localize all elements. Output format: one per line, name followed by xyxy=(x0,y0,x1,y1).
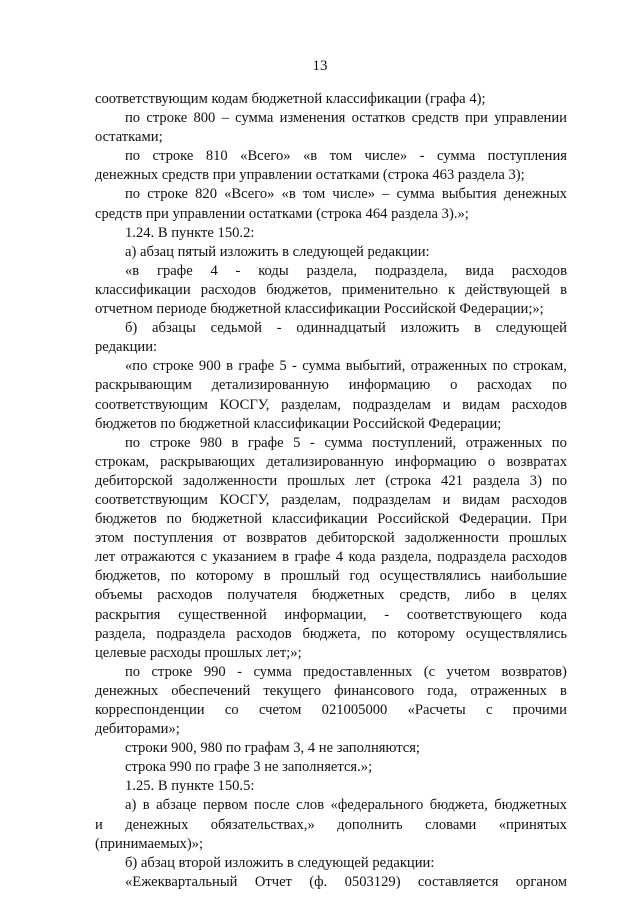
text-line xyxy=(95,185,567,204)
word: отражаются xyxy=(120,549,196,566)
word: Федерации. xyxy=(458,511,532,528)
word: раскрытия xyxy=(95,606,161,623)
word: - xyxy=(276,320,282,337)
word: том xyxy=(302,186,326,203)
word: бюджетов, xyxy=(266,281,332,298)
word: по xyxy=(166,511,182,528)
word: (с xyxy=(423,663,436,680)
word: 900 xyxy=(198,358,221,375)
word: дебиторской xyxy=(316,530,395,547)
text-line xyxy=(95,816,567,835)
word: раздела, xyxy=(381,549,432,566)
word: отраженных xyxy=(410,358,488,375)
word: (ф. xyxy=(309,873,328,890)
word: которому xyxy=(397,625,456,642)
word: в xyxy=(231,434,239,451)
word: графе xyxy=(247,434,284,451)
word: кода xyxy=(348,549,376,566)
word: КОСГУ, xyxy=(219,491,270,508)
text-line: редакции: xyxy=(95,339,158,356)
word: строке xyxy=(151,663,193,680)
word: - xyxy=(237,663,243,680)
word: по xyxy=(125,434,141,451)
word: «Расчеты xyxy=(407,702,466,718)
word: осуществлялись xyxy=(465,625,567,642)
word: по xyxy=(125,148,141,165)
word: сумма xyxy=(436,148,476,165)
word: информации, xyxy=(284,606,367,623)
word: информацию xyxy=(348,377,431,394)
word: 810 xyxy=(205,148,228,165)
word: раздела, xyxy=(95,625,146,642)
word: объемы xyxy=(95,587,143,604)
word: соответствующего xyxy=(406,606,523,623)
word: в xyxy=(282,549,290,566)
word: по xyxy=(371,625,387,642)
word: в xyxy=(474,320,481,337)
word: финансового xyxy=(334,682,415,699)
word: - xyxy=(384,606,390,623)
text-line xyxy=(95,510,567,529)
word: указанием xyxy=(212,549,277,566)
text-line xyxy=(95,663,567,682)
text-line xyxy=(95,701,567,720)
word: 4 xyxy=(335,549,344,566)
word: бюджетов, xyxy=(95,568,161,585)
word: расходах xyxy=(477,377,533,394)
word: расходов xyxy=(200,281,257,298)
word: абзаце xyxy=(156,797,197,814)
word: изменения xyxy=(279,110,346,127)
word: КОСГУ, xyxy=(219,396,270,413)
text-line: денежных средств при управлении остатками (строка 463 раздела 3); xyxy=(95,167,525,184)
word: прочими xyxy=(512,702,567,718)
word: 421 xyxy=(441,472,463,489)
word: изложить xyxy=(400,320,460,337)
word: 5 xyxy=(279,358,287,375)
word: 980 xyxy=(200,434,222,451)
word: соответствующим xyxy=(95,491,208,508)
text-line xyxy=(95,396,567,415)
word: – xyxy=(221,110,229,127)
word: детализированную xyxy=(266,453,384,470)
word: классификации xyxy=(95,281,191,298)
word: Отчет xyxy=(254,873,292,890)
word: - xyxy=(292,358,297,375)
word: сумма xyxy=(324,434,363,451)
word: действующей xyxy=(465,281,550,298)
word: строкам, xyxy=(95,453,149,470)
text-line xyxy=(95,109,567,128)
word: бюджетной xyxy=(191,511,263,528)
text-line xyxy=(95,262,567,281)
word: - xyxy=(235,262,241,279)
word: и xyxy=(442,491,451,508)
word: дополнить xyxy=(337,816,403,833)
word: числе» xyxy=(332,186,376,203)
word: после xyxy=(254,797,290,814)
word: «по xyxy=(125,358,148,375)
word: управлении xyxy=(494,110,567,127)
text-line xyxy=(95,796,567,815)
word: счетом xyxy=(258,702,302,718)
word: строке xyxy=(152,148,194,165)
text-line: (принимаемых)»; xyxy=(95,835,204,852)
word: остатков xyxy=(351,110,406,127)
word: подраздела xyxy=(437,549,507,566)
word: бюджета, xyxy=(429,797,488,814)
word: задолженности xyxy=(182,472,278,489)
word: получателя xyxy=(227,587,298,604)
word: бюджетных xyxy=(311,587,385,604)
word: предоставленных xyxy=(303,663,413,680)
word: дебиторской xyxy=(95,472,173,489)
word: денежных xyxy=(125,816,189,833)
word: выбытий, xyxy=(345,358,406,375)
text-line: целевые расходы прошлых лет;»; xyxy=(95,644,302,661)
word: прошлый xyxy=(280,568,340,585)
word: этом xyxy=(95,530,124,547)
word: к xyxy=(448,281,456,298)
text-line xyxy=(95,491,567,510)
word: видам xyxy=(462,396,500,413)
word: сумма xyxy=(396,186,435,203)
word: в xyxy=(560,281,567,298)
word: 4 xyxy=(210,262,218,279)
word: подраздела, xyxy=(374,262,448,279)
word: по xyxy=(551,377,567,394)
word: бюджетных xyxy=(494,797,567,814)
word: которому xyxy=(195,568,254,585)
word: 990 xyxy=(203,663,226,680)
word: денежных xyxy=(95,682,159,699)
text-line xyxy=(95,472,567,491)
word: возвратов xyxy=(246,530,307,547)
word: раскрывающим xyxy=(95,377,192,394)
text-line xyxy=(95,434,567,453)
word: (строка xyxy=(385,472,432,489)
word: средств xyxy=(411,110,459,127)
word: поступления xyxy=(133,530,213,547)
word: применительно xyxy=(341,281,438,298)
word: обязательствах,» xyxy=(210,816,315,833)
word: следующей xyxy=(495,320,567,337)
text-line xyxy=(95,567,567,586)
word: 800 xyxy=(193,110,216,127)
word: расходов xyxy=(236,625,292,642)
word: сумма xyxy=(235,110,274,127)
word: обеспечений xyxy=(171,682,251,699)
word: графе xyxy=(294,549,331,566)
word: соответствующим xyxy=(95,396,208,413)
word: абзацы xyxy=(152,320,196,337)
word: по xyxy=(170,568,186,585)
word: денежных xyxy=(503,186,567,203)
word: «федерального xyxy=(330,797,424,814)
word: При xyxy=(541,511,567,528)
word: прошлых xyxy=(508,530,567,547)
word: слов xyxy=(296,797,325,814)
word: бюджета, xyxy=(302,625,361,642)
text-line: средств при управлении остатками (строка 464 раздела 3).»; xyxy=(95,205,469,222)
word: «в xyxy=(281,186,296,203)
word: б) xyxy=(125,320,138,337)
word: поступлений, xyxy=(372,434,457,451)
word: по xyxy=(492,358,508,375)
text-line xyxy=(95,281,567,300)
word: расходов xyxy=(511,491,567,508)
word: лет xyxy=(355,472,376,489)
word: по xyxy=(125,110,141,127)
text-line xyxy=(95,606,567,625)
word: существенной xyxy=(178,606,267,623)
word: и xyxy=(442,396,451,413)
word: средств, xyxy=(399,587,451,604)
word: «Всего» xyxy=(240,148,291,165)
text-line xyxy=(95,147,567,166)
text-line xyxy=(95,682,567,701)
word: о xyxy=(450,377,458,394)
word: в xyxy=(142,797,150,814)
word: составляется xyxy=(417,873,499,890)
word: строке xyxy=(146,110,188,127)
word: «в xyxy=(302,148,318,165)
text-line xyxy=(95,319,567,338)
word: подразделам xyxy=(352,396,431,413)
word: седьмой xyxy=(210,320,262,337)
word: раздела, xyxy=(306,262,358,279)
word: расходов xyxy=(511,262,567,279)
text-line xyxy=(95,548,567,567)
word: графе xyxy=(156,262,193,279)
word: «в xyxy=(125,262,140,279)
word: по xyxy=(125,186,141,203)
word: сумма xyxy=(302,358,341,375)
word: строке xyxy=(147,186,189,203)
text-line xyxy=(95,529,567,548)
word: в xyxy=(509,587,517,604)
word: первом xyxy=(202,797,248,814)
word: либо xyxy=(465,587,495,604)
word: лет xyxy=(95,549,116,566)
word: словами xyxy=(425,816,477,833)
text-line: дебиторами»; xyxy=(95,721,180,738)
word: – xyxy=(382,186,390,203)
word: подраздела xyxy=(156,625,226,642)
word: в xyxy=(263,568,271,585)
word: - xyxy=(419,148,425,165)
text-line: бюджетов по бюджетной классификации Российской Федерации; xyxy=(95,415,502,432)
word: по xyxy=(551,472,567,489)
text-line xyxy=(95,453,567,472)
text-line: строки 900, 980 по графам 3, 4 не заполняются; xyxy=(125,740,420,757)
text-line: 1.25. В пункте 150.5: xyxy=(125,778,255,795)
word: сумма xyxy=(253,663,292,680)
word: «Всего» xyxy=(224,186,275,203)
word: - xyxy=(309,434,315,451)
page-number: 13 xyxy=(312,58,328,74)
text-line xyxy=(95,376,567,395)
text-line xyxy=(95,357,567,376)
word: вида xyxy=(465,262,494,279)
word: по xyxy=(551,434,567,451)
word: а) xyxy=(125,797,137,814)
word: раздела xyxy=(472,472,520,489)
word: 0503129) xyxy=(344,873,401,890)
word: учетом xyxy=(446,663,491,680)
word: отраженных xyxy=(465,434,543,451)
word: год xyxy=(349,568,370,585)
word: и xyxy=(95,816,103,833)
text-line: а) абзац пятый изложить в следующей редакции: xyxy=(125,243,430,260)
word: 3) xyxy=(529,472,542,489)
word: видам xyxy=(462,491,500,508)
word: возвратах xyxy=(506,453,567,470)
word: в xyxy=(560,682,567,699)
text-line: 1.24. В пункте 150.2: xyxy=(125,224,255,241)
word: «принятых xyxy=(498,816,567,833)
word: разделам, xyxy=(281,491,341,508)
word: возвратов) xyxy=(501,663,567,680)
word: коды xyxy=(258,262,289,279)
word: поступления xyxy=(487,148,567,165)
word: наибольшие xyxy=(490,568,567,585)
word: с xyxy=(485,702,493,718)
word: осуществлялись xyxy=(379,568,481,585)
word: Российской xyxy=(377,511,450,528)
word: классификации xyxy=(271,511,368,528)
word: корреспонденции xyxy=(95,702,205,718)
word: от xyxy=(222,530,237,547)
word: 5 xyxy=(293,434,301,451)
word: подразделам xyxy=(352,491,431,508)
word: информацию xyxy=(395,453,477,470)
word: расходов xyxy=(157,587,213,604)
word: детализированную xyxy=(211,377,329,394)
word: строке xyxy=(152,358,194,375)
word: со xyxy=(224,702,239,718)
word: разделам, xyxy=(281,396,341,413)
word: года, xyxy=(427,682,458,699)
word: одиннадцатый xyxy=(296,320,386,337)
text-line: б) абзац второй изложить в следующей редакции: xyxy=(125,854,435,871)
text-line xyxy=(95,873,567,892)
text-line: отчетном периоде бюджетной классификации Российской Федерации;»; xyxy=(95,301,544,318)
text-line xyxy=(95,586,567,605)
word: строке xyxy=(149,434,191,451)
word: органом xyxy=(515,873,567,890)
word: с xyxy=(200,549,208,566)
word: 820 xyxy=(195,186,217,203)
word: расходов xyxy=(511,549,567,566)
text-line: строка 990 по графе 3 не заполняется.»; xyxy=(125,759,373,776)
word: «Ежеквартальный xyxy=(125,873,238,890)
word: бюджетов xyxy=(95,511,157,528)
word: в xyxy=(226,358,234,375)
text-line xyxy=(95,625,567,644)
word: числе» xyxy=(364,148,408,165)
word: выбытия xyxy=(441,186,497,203)
word: о xyxy=(487,453,496,470)
word: при xyxy=(465,110,488,127)
word: графе xyxy=(238,358,275,375)
word: раскрывающих xyxy=(160,453,256,470)
word: кода xyxy=(539,606,567,623)
word: том xyxy=(329,148,353,165)
word: по xyxy=(125,663,141,680)
word: отраженных xyxy=(470,682,547,699)
body-text xyxy=(95,90,567,892)
word: 021005000 xyxy=(321,702,388,718)
word: расходов xyxy=(511,396,567,413)
word: прошлых xyxy=(287,472,346,489)
word: текущего xyxy=(263,682,322,699)
word: строкам, xyxy=(513,358,567,375)
text-line: остатками; xyxy=(95,129,163,146)
word: задолженности xyxy=(404,530,499,547)
text-line: соответствующим кодам бюджетной классификации (графа 4); xyxy=(95,91,486,107)
word: целях xyxy=(531,587,567,604)
